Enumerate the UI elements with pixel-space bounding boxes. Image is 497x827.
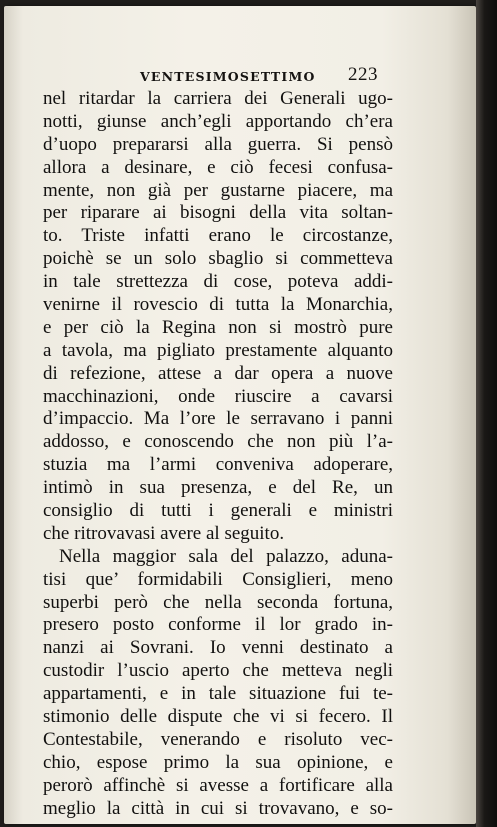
text-line: per riparare ai bisogni della vita soltan- [43, 202, 393, 224]
body-text [43, 88, 393, 821]
text-line: venirne il rovescio di tutta la Monarchia, [43, 294, 393, 316]
text-line: d’impaccio. Ma l’ore le serravano i panni [43, 408, 393, 430]
running-title: VENTESIMOSETTIMO [140, 69, 316, 84]
text-line: Contestabile, venerando e risoluto vec- [43, 728, 393, 750]
page-header [4, 64, 476, 86]
text-line: mente, non già per gustarne piacere, ma [43, 179, 393, 201]
text-line: stimonio delle dispute che vi si fecero. Il [43, 706, 393, 728]
text-line: nel ritardar la carriera dei Generali ugo- [43, 88, 393, 109]
text-line: perorò affinchè si avesse a fortificare alla [43, 774, 393, 796]
text-line: notti, giunse anch’egli apportando ch’era [43, 110, 393, 132]
text-line: d’uopo prepararsi alla guerra. Si pensò [43, 133, 393, 155]
text-line: meglio la città in cui si trovavano, e so- [43, 797, 393, 819]
text-line: superbi però che nella seconda fortuna, [43, 591, 393, 613]
text-line: macchinazioni, onde riuscire a cavarsi [43, 385, 393, 407]
text-line: custodir l’uscio aperto che metteva negli [43, 660, 393, 682]
text-line: Nella maggior sala del palazzo, aduna- [59, 545, 393, 567]
text-line: a tavola, ma pigliato prestamente alquanto [43, 339, 393, 361]
text-line: di refezione, attese a dar opera a nuove [43, 362, 393, 384]
text-line: in tale strettezza di cose, poteva addi- [43, 271, 393, 293]
book-gutter-shadow [476, 0, 497, 827]
text-line: che ritrovavasi avere al seguito. [43, 522, 285, 544]
text-line: nanzi ai Sovrani. Io venni destinato a [43, 637, 393, 659]
text-line: intimò in sua presenza, e del Re, un [43, 477, 393, 499]
text-line: addosso, e conoscendo che non più l’a- [43, 431, 393, 453]
text-line: to. Triste infatti erano le circostanze, [43, 225, 393, 247]
page-number: 223 [348, 64, 378, 85]
text-line: poichè se un solo sbaglio si commetteva [43, 248, 393, 270]
paper-sheet [4, 6, 476, 824]
text-line: consiglio di tutti i generali e ministri [43, 500, 393, 522]
text-line: stuzia ma l’armi conveniva adoperare, [43, 454, 393, 476]
text-line: presero posto conforme il lor grado in- [43, 614, 393, 636]
text-line: allora a desinare, e ciò fecesi confusa- [43, 156, 393, 178]
text-line: e per ciò la Regina non si mostrò pure [43, 316, 393, 338]
text-line: chio, espose primo la sua opinione, e [43, 751, 393, 773]
text-line: tisi que’ formidabili Consiglieri, meno [43, 568, 393, 590]
text-line: appartamenti, e in tale situazione fui te- [43, 683, 393, 705]
